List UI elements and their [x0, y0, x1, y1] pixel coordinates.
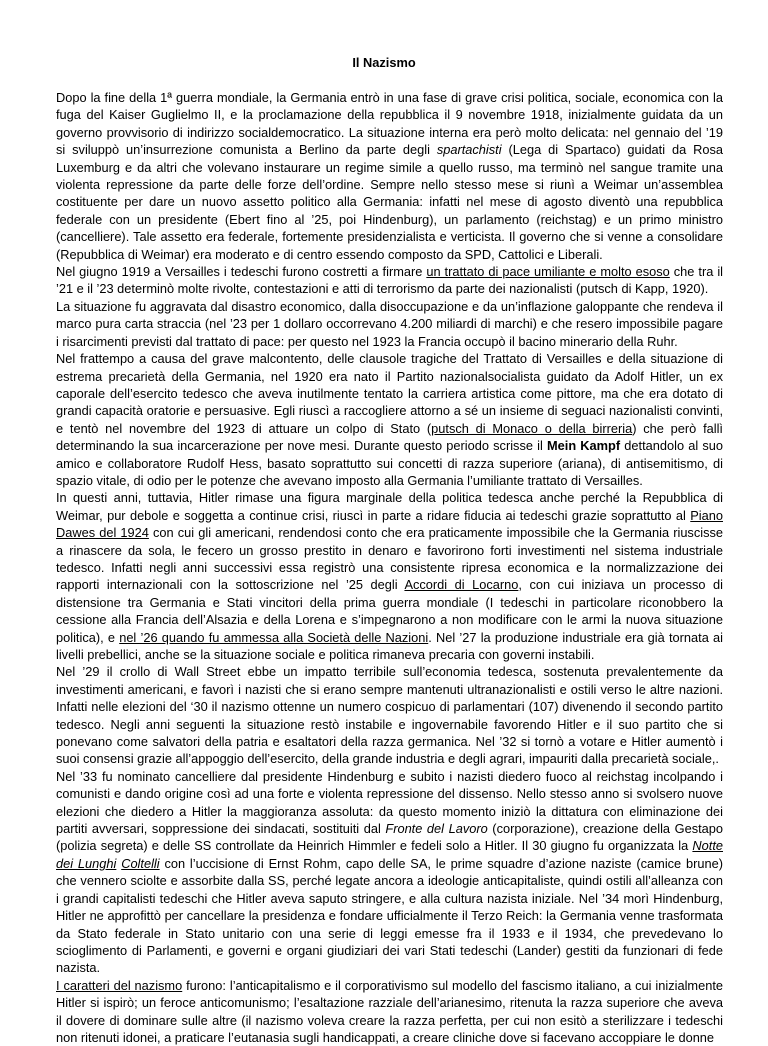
versailles-treaty-link[interactable]: un trattato di pace umiliante e molto esoso — [426, 264, 670, 280]
paragraph-4-text: Nel frattempo a causa del grave malcontento, delle clausole tragiche del Trattato di Versailles e della situazione di estrema precarietà della Germania, nel 1920 era nato il Partito nazionalsocialista guidato da Adolf Hitler, un ex caporale dell’esercito tedesco che aveva inutilmente tentato la carriera artistica come pittore, ma che era dotato di grandi capacità oratorie e persuasive. Egli riuscì a raccogliere attorno a sé un insieme di seguaci nazionalisti convinti, e tentò nel novembre del 1923 di attuare un colpo di Stato ( — [56, 351, 723, 436]
paragraph-4-text-2: ) che però fallì determinando la sua incarcerazione per nove mesi. Durante questo periodo scrisse il — [56, 420, 723, 454]
mein-kampf-term: Mein Kampf — [546, 438, 621, 454]
paragraph-1-text: Dopo la fine della 1ª guerra mondiale, la Germania entrò in una fase di grave crisi politica, sociale, economica con la fuga del Kaiser Guglielmo II, e la proclamazione della repubblica il 9 novembre 1918, inizialmente guidata da un governo provvisorio di indirizzo socialdemocratico. La situazione interna era però molto delicata: nel gennaio del ’19 si sviluppò un’insurrezione comunista a Berlino da parte degli — [56, 90, 723, 158]
long-knives-link-2[interactable]: Coltelli — [121, 855, 160, 871]
paragraph-2 — [56, 263, 723, 298]
paragraph-1 — [56, 89, 723, 263]
paragraph-6-text: Nel ’29 il crollo di Wall Street ebbe un impatto terribile sull’economia tedesca, sostenuta prevalentemente da investimenti americani, e favorì i nazisti che si erano sempre mantenuti ultranazionalisti e ostili verso le altre nazioni. Infatti nelle elezioni del ‘30 il nazismo ottenne un numero cospicuo di parlamentari (107) divenendo il secondo partito tedesco. Negli anni seguenti la situazione restò instabile e ingovernabile favorendo Hitler e il suo partito che si ponevano come salvatori della patria e esaltatori della razza germanica. Nel ’32 si tornò a votare e Hitler aumentò i suoi consensi grazie all’appoggio dell’esercito, della grande industria e degli agrari, impauriti dalla precarietà sociale,. — [56, 664, 723, 767]
nazism-characters-link[interactable]: I caratteri del nazismo — [56, 977, 183, 993]
paragraph-5-text: In questi anni, tuttavia, Hitler rimase una figura marginale della politica tedesca anche perché la Repubblica di Weimar, pur debole e soggetta a continue crisi, riuscì in parte a ridare fiducia ai tedeschi grazie soprattutto al — [56, 490, 723, 523]
dawes-plan-link[interactable]: Piano Dawes del 1924 — [56, 507, 723, 541]
paragraph-5 — [56, 489, 723, 663]
paragraph-7-text-2: (corporazione), creazione della Gestapo (polizia segreta) e delle SS controllate da Heinrich Himmler e fedeli solo a Hitler. Il 30 giugno fu organizzata la — [56, 821, 724, 854]
long-knives-link[interactable]: Notte dei Lunghi — [56, 838, 723, 871]
munich-putsch-link[interactable]: putsch di Monaco o della birreria — [431, 420, 633, 436]
paragraph-2-text-2: che tra il ’21 e il ’23 determinò molte rivolte, contestazioni e atti di terrorismo da parte dei nazionalisti (putsch di Kapp, 1920). — [56, 264, 724, 297]
paragraph-5-text-2: con cui gli americani, rendendosi conto che era praticamente impossibile che la Germania riuscisse a rinascere da sola, le fecero un grosso prestito in denaro e favorirono forti investimenti nel sistema industriale tedesco. Infatti negli anni successivi essa registrò una consistente ripresa economica e la normalizzazione dei rapporti internazionali con la sottoscrizione nel ’25 degli — [56, 525, 723, 593]
spartachisti-term: spartachisti — [436, 142, 502, 158]
paragraph-3 — [56, 298, 723, 350]
paragraph-5-text-3: , con cui iniziava un processo di distensione tra Germania e Stati vincitori della prima guerra mondiale (I tedeschi in particolare riconobbero la cessione alla Francia dell’Alsazia e della Lorena e s’impegnarono a non modificare con le armi la nuova situazione politica), e — [56, 577, 723, 645]
paragraph-4-text-3: dettandolo al suo amico e collaboratore Rudolf Hess, basato soprattutto sui concetti di razza superiore (ariana), di antisemitismo, di spazio vitale, di odio per le potenze che avevano imposto alla Germania l’umiliante trattato di Versailles. — [56, 438, 723, 488]
paragraph-7-text: Nel ’33 fu nominato cancelliere dal presidente Hindenburg e subito i nazisti diedero fuoco al reichstag incolpando i comunisti e dando origine così ad una forte e violenta repressione del dissenso. Nello stesso anno si svolsero nuove elezioni che diedero a Hitler la maggioranza assoluta: da questo momento iniziò la dittatura con eliminazione dei partiti avversari, soppressione dei sindacati, sostituiti dal — [56, 768, 723, 837]
page-title: Il Nazismo — [352, 55, 416, 70]
paragraph-8 — [56, 977, 723, 1046]
paragraph-2-text: Nel giugno 1919 a Versailles i tedeschi furono costretti a firmare — [56, 264, 427, 280]
paragraph-7 — [56, 768, 723, 977]
document-body — [56, 89, 723, 1046]
paragraph-6 — [56, 663, 723, 767]
paragraph-7-text-3: con l’uccisione di Ernst Rohm, capo delle SA, le prime squadre d’azione naziste (camice brune) che vennero sciolte e assorbite dalla SS, perché legate ancora a ideologie anticapitaliste, quindi ostili all’alleanza con i grandi capitalisti tedeschi che Hitler aveva saputo stringere, e alla cultura nazista iniziale. Nel ’34 morì Hindenburg, Hitler ne approfittò per cancellare la presidenza e fondare ufficialmente il Terzo Reich: la Germania venne trasformata da Stato federale in Stato unitario con una serie di leggi emesse fra il 1933 e il 1934, che prevedevano lo scioglimento di Parlamenti, e governi e organi giudiziari dei vari Stati tedeschi (Lander) gestiti da funzionari di fede nazista. — [56, 855, 724, 976]
locarno-accords-link[interactable]: Accordi di Locarno — [404, 577, 519, 593]
paragraph-4 — [56, 350, 723, 489]
paragraph-8-text: furono: l’anticapitalismo e il corporativismo sul modello del fascismo italiano, a cui inizialmente Hitler si ispirò; un feroce anticomunismo; l’esaltazione razziale dell’arianesimo, ritenuta la razza superiore che aveva il dovere di dominare sulle altre (il nazismo voleva creare la razza perfetta, per cui non esitò a sterilizzare i tedeschi non ritenuti idonei, a praticare l’eutanasia sugli handicappati, a creare cliniche dove si facevano accoppiare le donne — [56, 977, 723, 1045]
labour-front-term: Fronte del Lavoro — [385, 821, 488, 837]
paragraph-5-text-4: . Nel ’27 la produzione industriale era già tornata ai livelli prebellici, anche se la situazione sociale e politica rimaneva precaria con governi instabili. — [56, 629, 723, 662]
paragraph-3-text: La situazione fu aggravata dal disastro economico, dalla disoccupazione e da un’inflazione galoppante che rendeva il marco pura carta straccia (nel ’23 per 1 dollaro occorrevano 4.200 miliardi di marchi) e che resero impossibile pagare i risarcimenti previsti dal trattato di pace: per questo nel 1923 la Francia occupò il bacino minerario della Ruhr. — [56, 298, 723, 349]
league-of-nations-link[interactable]: nel ’26 quando fu ammessa alla Società delle Nazioni — [119, 629, 429, 645]
paragraph-1-text-2: (Lega di Spartaco) guidati da Rosa Luxemburg e da altri che volevano instaurare un regime simile a quello russo, ma terminò nel sangue tramite una violenta repressione da parte delle forze dell’ordine. Sempre nello stesso mese si riunì a Weimar un’assemblea costituente per dare un nuovo assetto politico alla Germania: infatti nel mese di agosto diventò una repubblica federale con un presidente (Ebert fino al ’25, poi Hindenburg), un parlamento (reichstag) e un primo ministro (cancelliere). Tale assetto era federale, fortemente presidenzialista e verticista. Il governo che si venne a consolidare (Repubblica di Weimar) era moderato e di centro essendo composto da SPD, Cattolici e Liberali. — [56, 142, 723, 262]
